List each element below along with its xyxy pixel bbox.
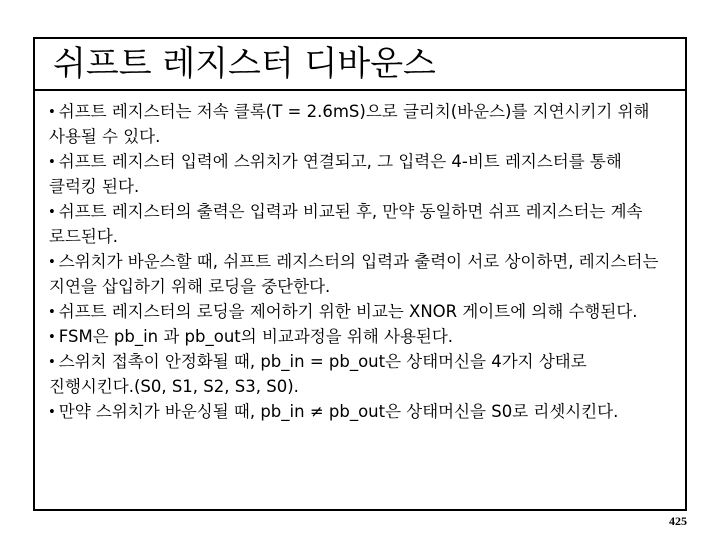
bullet-marker: • xyxy=(49,352,55,371)
bullet-item xyxy=(49,399,674,424)
bullet-marker: • xyxy=(49,202,55,221)
slide-title-box xyxy=(33,37,687,91)
bullet-text: 쉬프트 레지스터의 출력은 입력과 비교된 후, 만약 동일하면 쉬프 레지스터는 계속 로드된다. xyxy=(49,202,643,246)
bullet-item xyxy=(49,149,674,199)
bullet-marker: • xyxy=(49,252,55,271)
bullet-item xyxy=(49,299,674,324)
bullet-list xyxy=(49,99,674,424)
slide-title: 쉬프트 레지스터 디바운스 xyxy=(53,44,436,84)
bullet-item xyxy=(49,199,674,249)
bullet-item xyxy=(49,324,674,349)
bullet-marker: • xyxy=(49,302,55,321)
bullet-text: 쉬프트 레지스터 입력에 스위치가 연결되고, 그 입력은 4-비트 레지스터를 통해 클럭킹 된다. xyxy=(49,152,622,196)
bullet-item xyxy=(49,349,674,399)
bullet-marker: • xyxy=(49,327,55,346)
bullet-marker: • xyxy=(49,102,55,121)
page-number: 425 xyxy=(669,514,687,528)
bullet-text: 스위치가 바운스할 때, 쉬프트 레지스터의 입력과 출력이 서로 상이하면, 레지스터는 지연을 삽입하기 위해 로딩을 중단한다. xyxy=(49,252,659,296)
bullet-text: FSM은 pb_in 과 pb_out의 비교과정을 위해 사용된다. xyxy=(58,327,454,346)
slide-body-box xyxy=(33,91,687,511)
bullet-marker: • xyxy=(49,152,55,171)
bullet-text: 만약 스위치가 바운싱될 때, pb_in ≠ pb_out은 상태머신을 S0로 리셋시킨다. xyxy=(58,402,619,421)
bullet-item xyxy=(49,249,674,299)
bullet-text: 쉬프트 레지스터는 저속 클록(T = 2.6mS)으로 글리치(바운스)를 지연시키기 위해 사용될 수 있다. xyxy=(49,102,650,146)
bullet-text: 쉬프트 레지스터의 로딩을 제어하기 위한 비교는 XNOR 게이트에 의해 수행된다. xyxy=(58,302,638,321)
bullet-marker: • xyxy=(49,402,55,421)
bullet-text: 스위치 접촉이 안정화될 때, pb_in = pb_out은 상태머신을 4가지 상태로 진행시킨다.(S0, S1, S2, S3, S0). xyxy=(49,352,587,396)
bullet-item xyxy=(49,99,674,149)
